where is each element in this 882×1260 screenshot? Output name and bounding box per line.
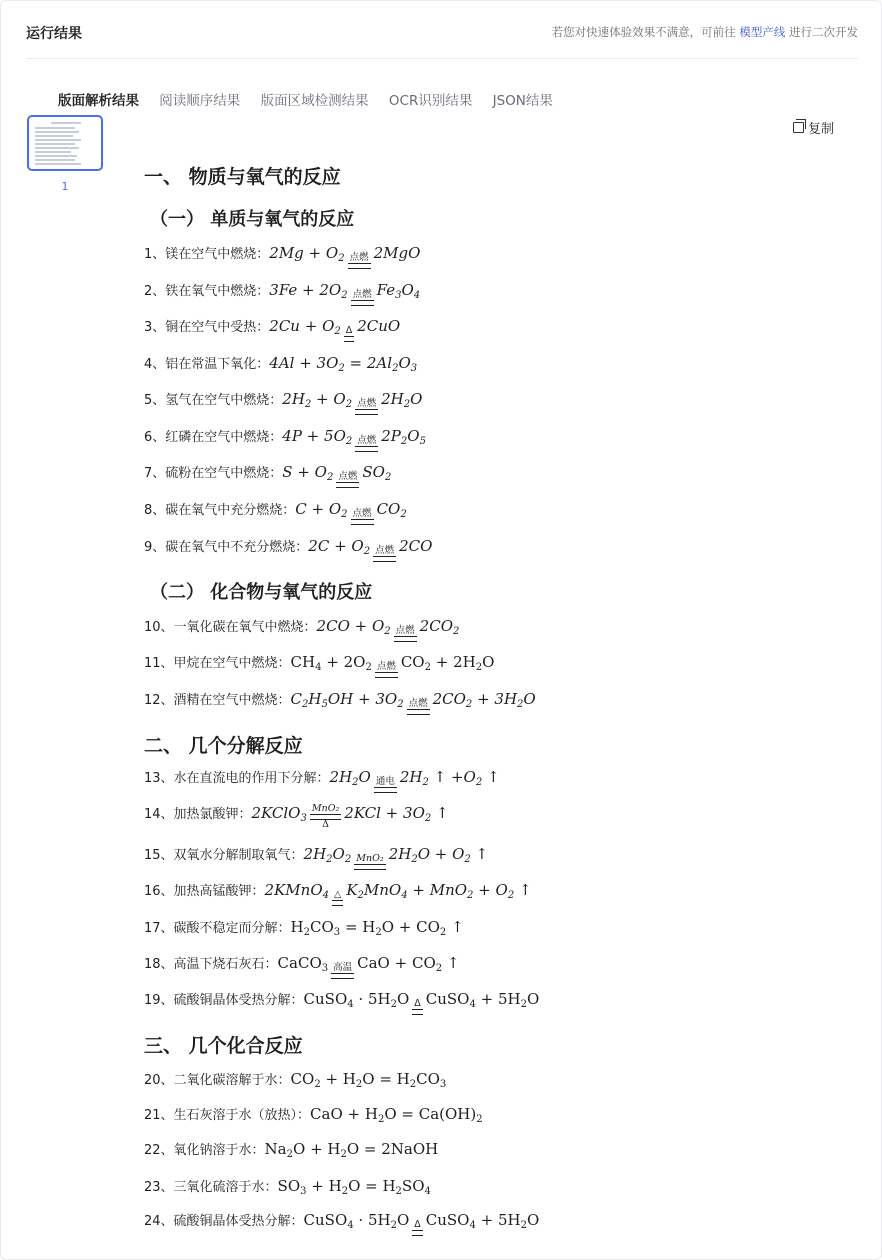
- list-item: 16、加热高锰酸钾：2KMnO$_4$ △ $K_2MnO_4 + MnO_2 + O_2$ ↑: [144, 881, 532, 906]
- tab-json[interactable]: JSON结果: [492, 93, 553, 109]
- result-tabs: [58, 89, 569, 109]
- list-item: 1、镁在空气中燃烧：$2Mg + O_2$ 点燃 2MgO: [144, 244, 420, 269]
- list-item: 6、红磷在空气中燃烧：$4P + 5O_2$ 点燃 $2P_2O_5$: [144, 427, 426, 452]
- list-item: 9、碳在氧气中不充分燃烧：$2C + O_2$ 点燃 2CO: [144, 537, 432, 562]
- copy-icon: [793, 122, 804, 133]
- dev-hint: 若您对快速体验效果不满意，可前往 模型产线 进行二次开发: [551, 25, 858, 39]
- list-item: 10、一氧化碳在氧气中燃烧：$2CO + O_2$ 点燃 $2CO_2$: [144, 617, 459, 642]
- list-item: 14、加热氯酸钾：2KClO$_3$ MnO₂ Δ $2KCl + 3O_2$ ↑: [144, 803, 449, 830]
- list-item: 22、氧化钠溶于水：$Na_2O + H_2O$ = 2NaOH: [144, 1140, 439, 1160]
- list-item: 18、高温下烧石灰石：CaCO$_3$ 高温 CaO + $CO_2$ ↑: [144, 954, 459, 979]
- page-thumbnail[interactable]: [27, 115, 103, 171]
- thumbnail-page-number: 1: [61, 180, 69, 193]
- list-item: 3、铜在空气中受热：$2Cu + O_2$ Δ 2CuO: [144, 317, 400, 342]
- list-item: 5、氢气在空气中燃烧：$2H_2 + O_2$ 点燃 $2H_2O$: [144, 390, 422, 415]
- list-item: 21、生石灰溶于水（放热）：CaO + $H_2O = Ca(OH)_2$: [144, 1105, 483, 1125]
- list-item: 12、酒精在空气中燃烧：$C_2H_5OH + 3O_2$ 点燃 $2CO_2 + 3H_2O$: [144, 690, 536, 715]
- subsection-heading: （一） 单质与氧气的反应: [150, 209, 355, 230]
- pipeline-link[interactable]: 模型产线: [739, 25, 786, 39]
- list-item: 7、硫粉在空气中燃烧：$S + O_2$ 点燃 $SO_2$: [144, 463, 391, 488]
- subsection-heading: （二） 化合物与氧气的反应: [150, 582, 373, 603]
- section-heading: 二、 几个分解反应: [144, 735, 303, 757]
- tab-ocr[interactable]: OCR识别结果: [388, 93, 473, 109]
- list-item: 17、碳酸不稳定而分解：$H_2CO_3 = H_2O + CO_2$ ↑: [144, 918, 464, 938]
- tab-layout-detection[interactable]: 版面区域检测结果: [260, 93, 369, 109]
- list-item: 15、双氧水分解制取氧气：$2H_2O_2$ MnO₂ $2H_2O + O_2$ ↑: [144, 845, 488, 870]
- list-item: 13、水在直流电的作用下分解：$2H_2O$ 通电 $2H_2$ ↑ $+O_2$ ↑: [144, 768, 500, 793]
- list-item: 20、二氧化碳溶解于水：$CO_2 + H_2O = H_2CO_3$: [144, 1070, 447, 1090]
- copy-button[interactable]: 复制: [793, 118, 834, 137]
- list-item: 4、铝在常温下氧化：$4Al + 3O_2 = 2Al_2O_3$: [144, 354, 418, 374]
- list-item: 19、硫酸铜晶体受热分解：CuSO$_4$ · $5H_2O$ Δ CuSO$_4$ + $5H_2O$: [144, 990, 539, 1015]
- list-item: 11、甲烷在空气中燃烧：$CH_4 + 2O_2$ 点燃 $CO_2 + 2H_2O$: [144, 653, 494, 678]
- section-heading: 一、 物质与氧气的反应: [144, 166, 341, 188]
- list-item: 23、三氧化硫溶于水：$SO_3 + H_2O = H_2SO_4$: [144, 1177, 431, 1197]
- list-item: 24、硫酸铜晶体受热分解：CuSO$_4$ · $5H_2O$ Δ CuSO$_4$ + $5H_2O$: [144, 1211, 539, 1236]
- result-header: [26, 0, 858, 59]
- tab-layout-parsing[interactable]: 版面解析结果: [58, 93, 139, 109]
- result-title: 运行结果: [26, 26, 82, 42]
- list-item: 8、碳在氧气中充分燃烧：$C + O_2$ 点燃 $CO_2$: [144, 500, 407, 525]
- section-heading: 三、 几个化合反应: [144, 1035, 303, 1057]
- tab-reading-order[interactable]: 阅读顺序结果: [159, 93, 241, 109]
- list-item: 2、铁在氧气中燃烧：$3Fe + 2O_2$ 点燃 $Fe_3O_4$: [144, 281, 420, 306]
